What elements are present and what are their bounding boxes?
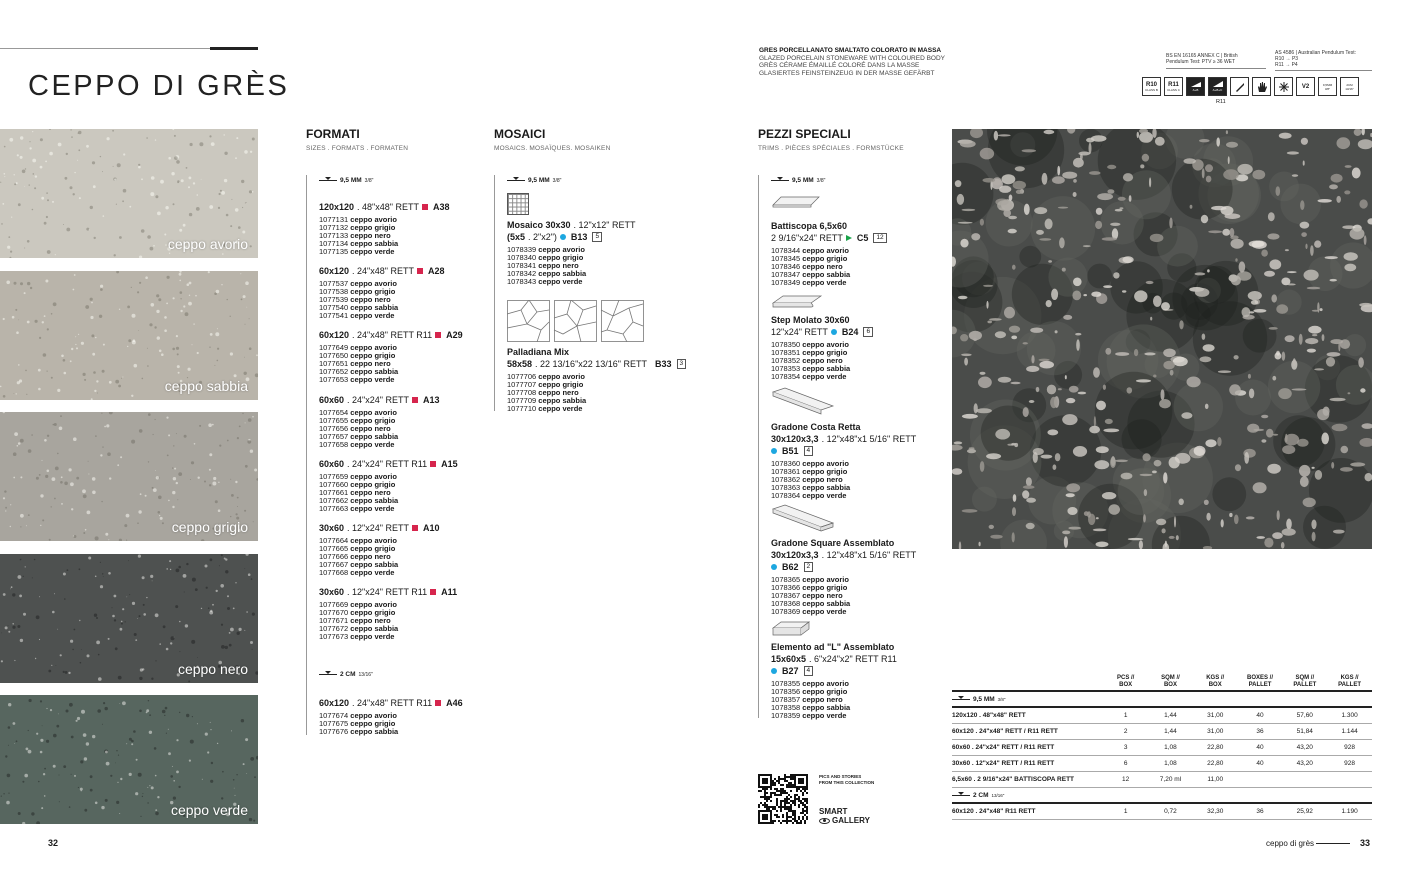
size-group xyxy=(319,586,489,641)
row-value: 1,08 xyxy=(1164,744,1177,751)
product-code-row: 1077663 ceppo verde xyxy=(319,504,395,513)
row-format: 60x120 . 24"x48" R11 RETT xyxy=(952,808,1036,815)
size-heading: 60x120 . 24"x48" RETT A28 xyxy=(319,266,445,276)
product-code-row: 1078367 ceppo nero xyxy=(771,591,843,600)
product-code-row: 1077539 ceppo nero xyxy=(319,295,391,304)
pezzi-title: PEZZI SPECIALI xyxy=(758,127,851,141)
col-header: KGS // PALLET xyxy=(1338,675,1362,688)
mosaici-title: MOSAICI xyxy=(494,127,546,141)
row-value: 928 xyxy=(1344,744,1355,751)
qr-code[interactable] xyxy=(758,774,808,824)
size-group xyxy=(319,697,489,736)
product-photo xyxy=(952,129,1372,549)
swatch-label: ceppo nero xyxy=(177,660,248,677)
product-code-row: 1077664 ceppo avorio xyxy=(319,536,397,545)
product-code-row: 1077706 ceppo avorio xyxy=(507,372,585,381)
row-value: 0,72 xyxy=(1164,808,1177,815)
product-code-row: 1077541 ceppo verde xyxy=(319,311,395,320)
row-format: 30x60 . 12"x24" RETT / R11 RETT xyxy=(952,760,1055,767)
r11-badge: R11 CLASS C xyxy=(1164,77,1183,96)
swatch-column xyxy=(0,129,258,837)
product-code-row: 1078357 ceppo nero xyxy=(771,695,843,704)
trim-group: Gradone Costa Retta 30x120x3,3 . 12"x48"x1 5/16" RETT B51 4 1078360 ceppo avorio 1078361 ceppo grigio 1078362 ceppo nero 1078363 ceppo sabbia 1078364 ceppo verde xyxy=(771,421,941,500)
product-code-row: 1077134 ceppo sabbia xyxy=(319,239,399,248)
frost-resistant-icon xyxy=(1274,77,1293,96)
product-code-row: 1077669 ceppo avorio xyxy=(319,600,397,609)
row-value: 51,84 xyxy=(1296,728,1313,735)
table-row xyxy=(952,724,1372,740)
row-value: 57,60 xyxy=(1296,712,1313,719)
row-format: 120x120 . 48"x48" RETT xyxy=(952,712,1026,719)
row-value: 40 xyxy=(1256,744,1264,751)
product-code-row: 1077710 ceppo verde xyxy=(507,404,583,413)
product-code-row: 1077658 ceppo verde xyxy=(319,440,395,449)
product-code-row: 1078343 ceppo verde xyxy=(507,277,583,286)
row-value: 36 xyxy=(1256,808,1264,815)
package-marker-icon xyxy=(412,525,418,531)
table-row xyxy=(952,756,1372,772)
product-code-row: 1077666 ceppo nero xyxy=(319,552,391,561)
thickness-label: 2 CM 13/16" xyxy=(319,671,373,678)
product-code-row: 1077659 ceppo avorio xyxy=(319,472,397,481)
col-header: SQM // PALLET xyxy=(1293,675,1317,688)
size-group xyxy=(319,522,489,577)
swatch-verde xyxy=(0,695,258,824)
product-code-row: 1078339 ceppo avorio xyxy=(507,245,585,254)
package-marker-icon xyxy=(412,397,418,403)
swatch-label: ceppo avorio xyxy=(167,236,248,252)
row-value: 1,44 xyxy=(1164,728,1177,735)
table-row xyxy=(952,708,1372,724)
product-code-row: 1078351 ceppo grigio xyxy=(771,348,848,357)
palladiana-icon xyxy=(507,300,645,342)
formati-rule xyxy=(306,175,307,735)
eye-icon xyxy=(819,818,830,824)
packaging-table xyxy=(952,674,1372,820)
row-format: 60x60 . 24"x24" RETT / R11 RETT xyxy=(952,744,1055,751)
size-group xyxy=(319,458,489,513)
col-header: PCS // BOX xyxy=(1117,675,1135,688)
product-code-row: 1077674 ceppo avorio xyxy=(319,711,397,720)
thickness-icon xyxy=(771,177,789,184)
size-heading: 60x60 . 24"x24" RETT R11 A15 xyxy=(319,459,458,469)
swatch-nero xyxy=(0,554,258,683)
mosaic-group: Palladiana Mix 58x58 . 22 13/16"x22 13/16" RETT B33 3 1077706 ceppo avorio 1077707 ceppo grigio 1077708 ceppo nero 1077709 ceppo sabbia 1077710 ceppo verde xyxy=(507,346,677,413)
size-heading: 60x120 . 24"x48" RETT R11 A46 xyxy=(319,698,463,708)
product-code-row: 1077654 ceppo avorio xyxy=(319,408,397,417)
thickness-icon xyxy=(952,696,970,703)
barefoot-abc-badge: A+B+C xyxy=(1208,77,1227,96)
row-value: 1,44 xyxy=(1164,712,1177,719)
product-code-row: 1077649 ceppo avorio xyxy=(319,343,397,352)
size-heading: 120x120 . 48"x48" RETT A38 xyxy=(319,202,450,212)
formati-subtitle: SIZES . FORMATS . FORMATEN xyxy=(306,145,409,152)
product-code-row: 1078353 ceppo sabbia xyxy=(771,364,851,373)
hand-icon xyxy=(1252,77,1271,96)
product-code-row: 1077135 ceppo verde xyxy=(319,247,395,256)
row-value: 11,00 xyxy=(1207,776,1224,783)
product-code-row: 1078365 ceppo avorio xyxy=(771,575,849,584)
row-value: 40 xyxy=(1256,760,1264,767)
trim-group: Elemento ad "L" Assemblato 15x60x5 . 6"x24"x2" RETT R11 B27 4 1078355 ceppo avorio 1078356 ceppo grigio 1078357 ceppo nero 1078358 ceppo sabbia 1078359 ceppo verde xyxy=(771,641,941,720)
product-code-row: 1078356 ceppo grigio xyxy=(771,687,848,696)
product-code-row: 1078342 ceppo sabbia xyxy=(507,269,587,278)
product-code-row: 1078349 ceppo verde xyxy=(771,278,847,287)
row-value: 43,20 xyxy=(1296,744,1313,751)
product-code-row: 1078345 ceppo grigio xyxy=(771,254,848,263)
product-code-row: 1077670 ceppo grigio xyxy=(319,608,396,617)
product-code-row: 1077657 ceppo sabbia xyxy=(319,432,399,441)
row-value: 25,92 xyxy=(1296,808,1313,815)
qr-caption: PICS AND STORIES FROM THIS COLLECTION xyxy=(819,774,875,785)
product-code-row: 1078358 ceppo sabbia xyxy=(771,703,851,712)
mosaic-group: Mosaico 30x30 . 12"x12" RETT (5x5 . 2"x2") B13 5 1078339 ceppo avorio 1078340 ceppo grigio 1078341 ceppo nero 1078342 ceppo sabbia 1078343 ceppo verde xyxy=(507,219,677,286)
row-value: 36 xyxy=(1256,728,1264,735)
battiscopa-icon xyxy=(771,193,821,209)
table-header xyxy=(952,674,1372,692)
thickness-icon xyxy=(952,792,970,799)
badge-sublabel: R11 xyxy=(1216,99,1226,105)
col-header: SQM // BOX xyxy=(1161,675,1180,688)
product-code-row: 1077538 ceppo grigio xyxy=(319,287,396,296)
bs-norm: BS EN 16165 ANNEX C | British Pendulum Test: PTV ≥ 36 WET xyxy=(1166,53,1238,65)
footer-title: ceppo di grès xyxy=(1266,839,1350,848)
page-number-left: 32 xyxy=(48,838,59,848)
norm-rule xyxy=(1166,68,1266,69)
thickness-9-5-badge: 9,5MM 3/8" xyxy=(1318,77,1337,96)
row-value: 928 xyxy=(1344,760,1355,767)
smart-gallery-link[interactable]: SMART GALLERY xyxy=(819,807,870,825)
product-code-row: 1078361 ceppo grigio xyxy=(771,467,848,476)
product-code-row: 1078368 ceppo sabbia xyxy=(771,599,851,608)
col-header: KGS // BOX xyxy=(1206,675,1225,688)
product-code-row: 1077651 ceppo nero xyxy=(319,359,391,368)
row-value: 2 xyxy=(1123,728,1128,735)
product-code-row: 1077672 ceppo sabbia xyxy=(319,624,399,633)
page-number-right: 33 xyxy=(1360,838,1371,848)
thickness-label: 9,5 MM 3/8" xyxy=(507,177,561,184)
row-value: 1 xyxy=(1123,808,1128,815)
swatch-avorio xyxy=(0,129,258,258)
thickness-2cm-badge: 2CM 13/16" xyxy=(1340,77,1359,96)
product-code-row: 1078354 ceppo verde xyxy=(771,372,847,381)
product-code-row: 1078355 ceppo avorio xyxy=(771,679,849,688)
mosaici-rule xyxy=(494,175,495,411)
top-rule xyxy=(0,48,258,49)
product-code-row: 1078346 ceppo nero xyxy=(771,262,843,271)
product-code-row: 1078341 ceppo nero xyxy=(507,261,579,270)
product-code-row: 1078360 ceppo avorio xyxy=(771,459,849,468)
trim-group: Gradone Square Assemblato 30x120x3,3 . 12"x48"x1 5/16" RETT B62 2 1078365 ceppo avorio 1078366 ceppo grigio 1078367 ceppo nero 1078368 ceppo sabbia 1078369 ceppo verde xyxy=(771,537,941,616)
table-section: 9,5 MM 3/8" xyxy=(952,692,1372,708)
table-row xyxy=(952,740,1372,756)
product-code-row: 1078352 ceppo nero xyxy=(771,356,843,365)
product-code-row: 1077708 ceppo nero xyxy=(507,388,579,397)
product-code-row: 1077668 ceppo verde xyxy=(319,568,395,577)
product-code-row: 1077133 ceppo nero xyxy=(319,231,391,240)
gradone-costa-icon xyxy=(771,386,835,416)
package-marker-icon xyxy=(435,700,441,706)
product-code-row: 1078369 ceppo verde xyxy=(771,607,847,616)
norm-rule xyxy=(1275,70,1372,71)
thickness-label: 9,5 MM 3/8" xyxy=(319,177,373,184)
certification-badges xyxy=(1142,77,1359,96)
scratch-resistance-icon xyxy=(1230,77,1249,96)
product-code-row: 1077652 ceppo sabbia xyxy=(319,367,399,376)
elemento-l-icon xyxy=(771,620,811,638)
row-value: 32,30 xyxy=(1207,808,1224,815)
row-format: 60x120 . 24"x48" RETT / R11 RETT xyxy=(952,728,1058,735)
product-code-row: 1078350 ceppo avorio xyxy=(771,340,849,349)
barefoot-ab-badge: A+B xyxy=(1186,77,1205,96)
size-group xyxy=(319,329,489,384)
formati-title: FORMATI xyxy=(306,127,360,141)
trim-group: Battiscopa 6,5x60 2 9/16"x24" RETT C5 12 1078344 ceppo avorio 1078345 ceppo grigio 1078346 ceppo nero 1078347 ceppo sabbia 1078349 ceppo verde xyxy=(771,220,941,287)
trim-group: Step Molato 30x60 12"x24" RETT B24 6 1078350 ceppo avorio 1078351 ceppo grigio 1078352 ceppo nero 1078353 ceppo sabbia 1078354 ceppo verde xyxy=(771,314,941,381)
product-code-row: 1077660 ceppo grigio xyxy=(319,480,396,489)
swatch-label: ceppo verde xyxy=(170,802,248,818)
package-marker-icon xyxy=(430,461,436,467)
swatch-label: ceppo sabbia xyxy=(164,377,248,394)
package-marker-icon xyxy=(417,268,423,274)
thickness-icon xyxy=(319,671,337,678)
row-value: 31,00 xyxy=(1207,712,1224,719)
product-code-row: 1077665 ceppo grigio xyxy=(319,544,396,553)
pezzi-subtitle: TRIMS . PIÈCES SPÉCIALES . FORMSTÜCKE xyxy=(758,145,904,152)
product-code-row: 1077131 ceppo avorio xyxy=(319,215,397,224)
product-code-row: 1077656 ceppo nero xyxy=(319,424,391,433)
size-heading: 60x60 . 24"x24" RETT A13 xyxy=(319,395,440,405)
pezzi-rule xyxy=(758,175,759,718)
row-value: 22,80 xyxy=(1207,760,1224,767)
row-value: 40 xyxy=(1256,712,1264,719)
package-marker-icon xyxy=(435,332,441,338)
product-code-row: 1077540 ceppo sabbia xyxy=(319,303,399,312)
page-title: CEPPO DI GRÈS xyxy=(28,70,290,102)
product-code-row: 1078359 ceppo verde xyxy=(771,711,847,720)
product-code-row: 1077650 ceppo grigio xyxy=(319,351,396,360)
row-value: 1,08 xyxy=(1164,760,1177,767)
step-icon xyxy=(771,293,823,309)
mosaici-subtitle: MOSAICS. MOSAÏQUES. MOSAIKEN xyxy=(494,145,611,152)
product-code-row: 1077537 ceppo avorio xyxy=(319,279,397,288)
product-code-row: 1078347 ceppo sabbia xyxy=(771,270,851,279)
product-code-row: 1077661 ceppo nero xyxy=(319,488,391,497)
row-value: 1.144 xyxy=(1341,728,1358,735)
gradone-square-icon xyxy=(771,503,835,533)
table-section: 2 CM 13/16" xyxy=(952,788,1372,804)
product-code-row: 1077671 ceppo nero xyxy=(319,616,391,625)
product-code-row: 1077675 ceppo grigio xyxy=(319,719,396,728)
col-header: BOXES // PALLET xyxy=(1247,675,1274,688)
row-value: 31,00 xyxy=(1207,728,1224,735)
product-code-row: 1078344 ceppo avorio xyxy=(771,246,849,255)
product-code-row: 1077662 ceppo sabbia xyxy=(319,496,399,505)
row-value: 1.300 xyxy=(1341,712,1358,719)
row-value: 6 xyxy=(1123,760,1128,767)
package-marker-icon xyxy=(430,589,436,595)
product-code-row: 1077673 ceppo verde xyxy=(319,632,395,641)
product-code-row: 1078363 ceppo sabbia xyxy=(771,483,851,492)
product-code-row: 1078362 ceppo nero xyxy=(771,475,843,484)
swatch-sabbia xyxy=(0,271,258,400)
thickness-label: 9,5 MM 3/8" xyxy=(771,177,825,184)
row-format: 6,5x60 . 2 9/16"x24" BATTISCOPA RETT xyxy=(952,776,1075,783)
row-value: 1.190 xyxy=(1341,808,1358,815)
size-group xyxy=(319,394,489,449)
row-value: 1 xyxy=(1123,712,1128,719)
product-code-row: 1078340 ceppo grigio xyxy=(507,253,584,262)
material-description: GRES PORCELLANATO SMALTATO COLORATO IN MASSA GLAZED PORCELAIN STONEWARE WITH COLOURED BODY GRÈS CÉRAME ÉMAILLÉ COLORÉ DANS LA MASSE GLASIERTES FEINSTEINZEUG IN DER MASSE GEFÄRBT xyxy=(759,47,945,77)
v2-badge: V2 xyxy=(1296,77,1315,96)
table-row xyxy=(952,804,1372,820)
product-code-row: 1077707 ceppo grigio xyxy=(507,380,584,389)
table-row xyxy=(952,772,1372,788)
row-value: 12 xyxy=(1122,776,1130,783)
size-group xyxy=(319,201,489,256)
row-value: 22,80 xyxy=(1207,744,1224,751)
swatch-label: ceppo grigio xyxy=(171,519,248,535)
as-norm: AS 4586 | Australian Pendulum Test: R10 → P3 R11 → P4 xyxy=(1275,50,1356,68)
row-value: 3 xyxy=(1123,744,1128,751)
product-code-row: 1077653 ceppo verde xyxy=(319,375,395,384)
thickness-icon xyxy=(507,177,525,184)
package-marker-icon xyxy=(422,204,428,210)
mosaic-grid-icon xyxy=(507,193,529,215)
thickness-icon xyxy=(319,177,337,184)
product-code-row: 1077667 ceppo sabbia xyxy=(319,560,399,569)
r10-badge: R10 CLASS B xyxy=(1142,77,1161,96)
swatch-grigio xyxy=(0,412,258,541)
product-code-row: 1077709 ceppo sabbia xyxy=(507,396,587,405)
size-heading: 60x120 . 24"x48" RETT R11 A29 xyxy=(319,330,463,340)
product-code-row: 1078366 ceppo grigio xyxy=(771,583,848,592)
size-heading: 30x60 . 12"x24" RETT A10 xyxy=(319,523,440,533)
product-code-row: 1077132 ceppo grigio xyxy=(319,223,396,232)
size-heading: 30x60 . 12"x24" RETT R11 A11 xyxy=(319,587,458,597)
size-group xyxy=(319,265,489,320)
row-value: 43,20 xyxy=(1296,760,1313,767)
product-code-row: 1078364 ceppo verde xyxy=(771,491,847,500)
row-value: 7,20 ml xyxy=(1159,776,1182,783)
product-code-row: 1077655 ceppo grigio xyxy=(319,416,396,425)
product-code-row: 1077676 ceppo sabbia xyxy=(319,727,399,736)
